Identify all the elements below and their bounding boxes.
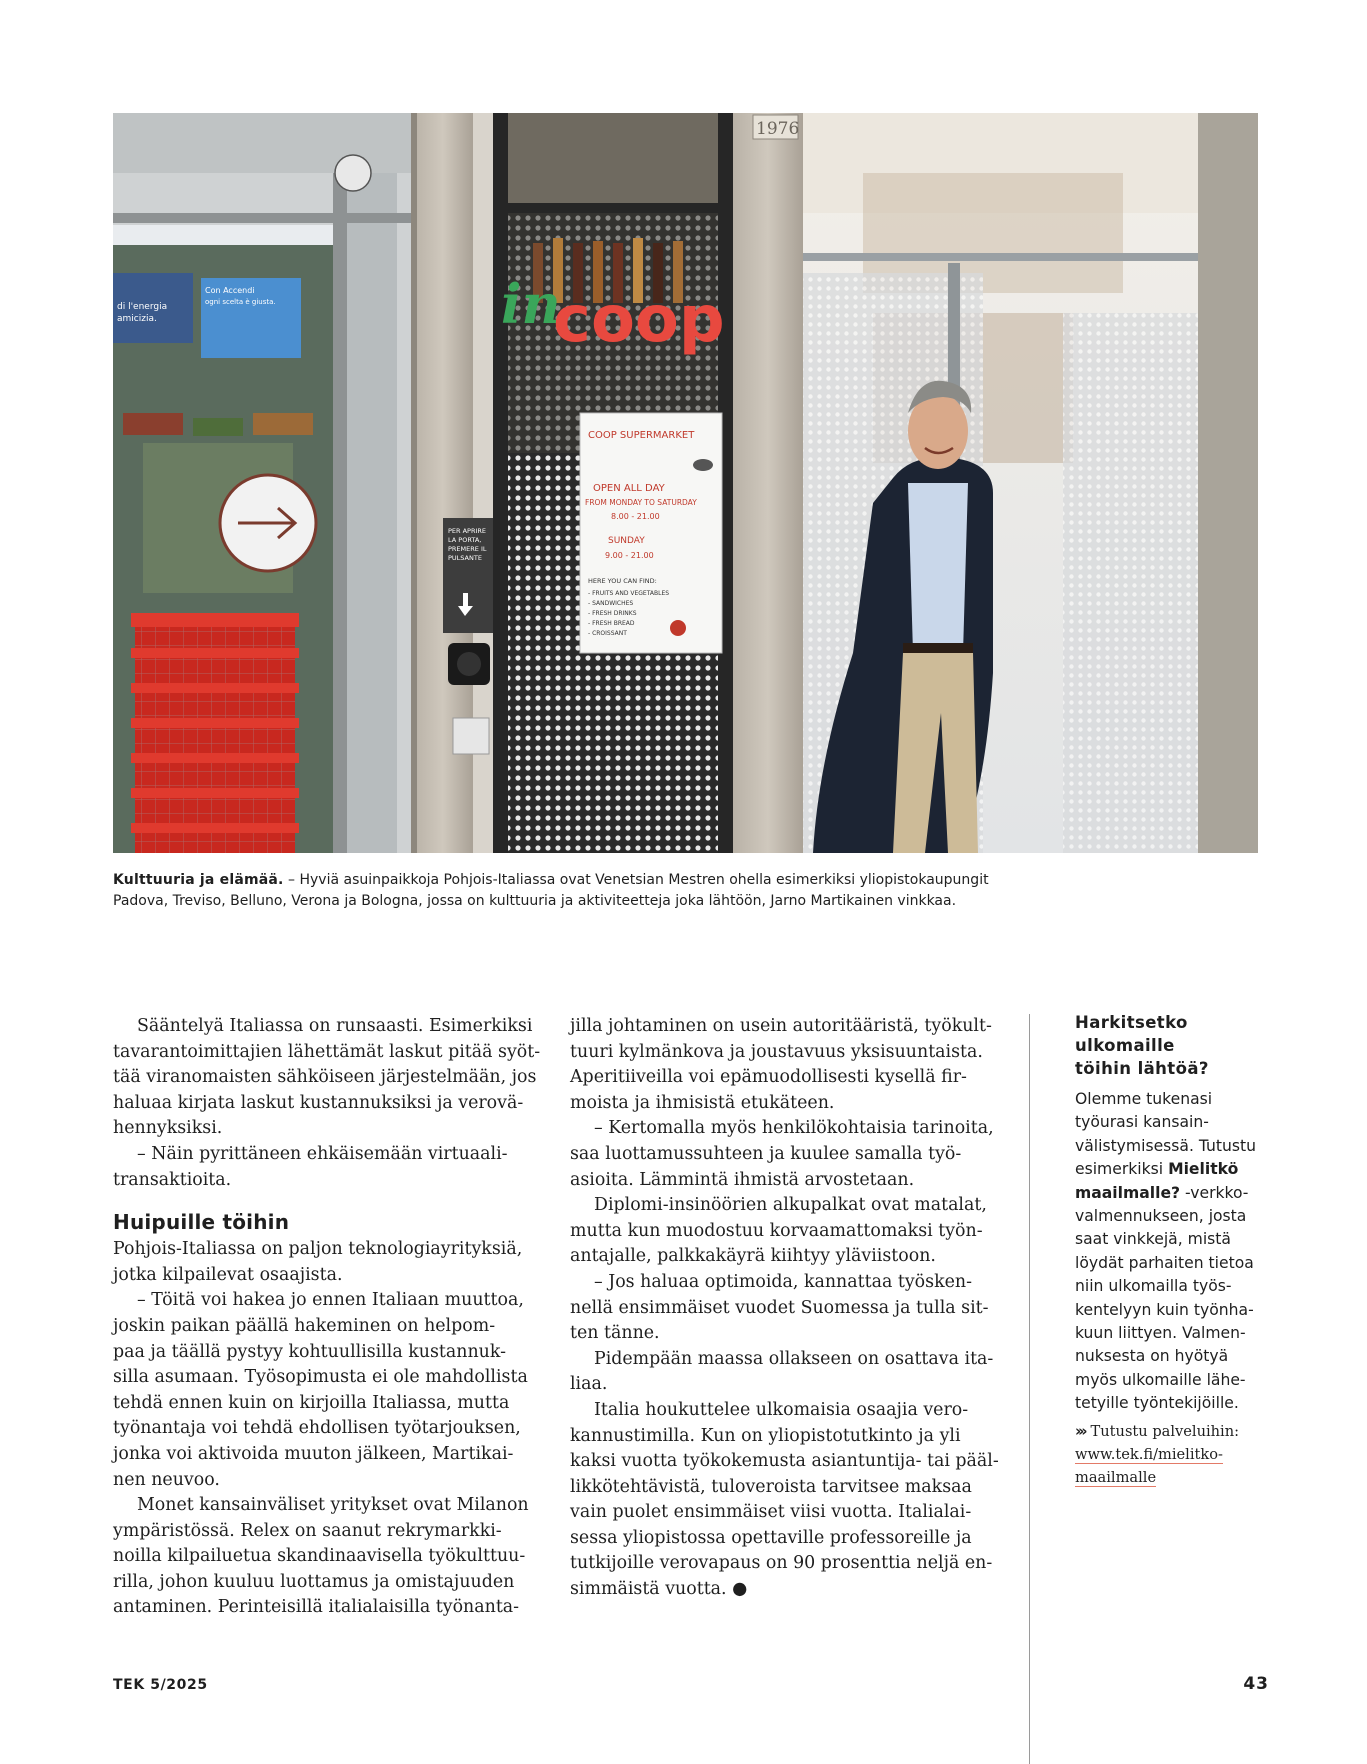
svg-text:- FRESH DRINKS: - FRESH DRINKS (588, 610, 637, 617)
paragraph: Monet kansainväliset yritykset ovat Milanon ympäristössä. Relex on saanut rekrymarkki- noilla kilpailuetua skandinaavisella työkulttuu- rilla, johon kuuluu luottamus ja omistajuuden antaminen. Perinteisillä italialaisilla työnanta- (113, 1495, 529, 1618)
article-column-2 (570, 1014, 1002, 1603)
page-number: 43 (1243, 1674, 1269, 1694)
svg-text:9.00 - 21.00: 9.00 - 21.00 (605, 551, 654, 560)
svg-text:- FRUITS AND VEGETABLES: - FRUITS AND VEGETABLES (588, 590, 670, 597)
poster-text-left-1: di l'energia (117, 302, 168, 312)
tek-link-line-2[interactable]: maailmalle (1075, 1468, 1157, 1486)
svg-text:- FRESH BREAD: - FRESH BREAD (588, 620, 635, 627)
paragraph: Sääntelyä Italiassa on runsaasti. Esimerkiksi tavarantoimittajien lähettämät laskut pitää syöt- tää viranomaisten sähköiseen järjestelmään, jos haluaa kirjata laskut kustannuksiksi ja verovä- hennyksiksi. (113, 1016, 541, 1139)
paragraph: – Näin pyrittäneen ehkäisemään virtuaali- transaktioita. (113, 1143, 508, 1190)
chevrons-right-icon: ››› (1075, 1421, 1085, 1440)
building-number: 1976 (756, 119, 800, 139)
paragraph: – Töitä voi hakea jo ennen Italiaan muuttoa, joskin paikan päällä hakeminen on helpom- paa ja täällä pystyy kohtuullisilla kustannuk- silla asumaan. Työsopimusta ei ole mahdollista tehdä ennen kuin on kirjoilla Italiassa, mutta työnantaja voi tehdä ehdollisen työtarjouksen, jonka voi aktivoida muuton jälkeen, Martikai- nen neuvoo. (113, 1290, 528, 1490)
poster-text-right-1: Con Accendi (205, 286, 255, 295)
svg-text:LA PORTA,: LA PORTA, (448, 536, 482, 544)
tek-service-link-cont[interactable] (1075, 1466, 1275, 1489)
paragraph: Pohjois-Italiassa on paljon teknologiayrityksiä, jotka kilpailevat osaajista. (113, 1239, 523, 1285)
sidebar-link-block: ››› Tutustu palveluihin: www.tek.fi/mielitko- maailmalle (1075, 1420, 1275, 1489)
coop-logo: coop (553, 283, 725, 357)
basket-stack (131, 613, 299, 853)
caption-line-1: Kulttuuria ja elämää. – Hyviä asuinpaikkoja Pohjois-Italiassa ovat Venetsian Mestren ohella esimerkiksi yliopistokaupungit (113, 872, 989, 888)
svg-text:PREMERE IL: PREMERE IL (448, 545, 487, 553)
tek-link-line-1[interactable]: www.tek.fi/mielitko- (1075, 1445, 1223, 1463)
paragraph: Pidempään maassa ollakseen on osattava ita- liaa. (570, 1348, 994, 1395)
storefront-illustration (113, 113, 1258, 853)
door-notice (443, 518, 493, 633)
svg-text:8.00 - 21.00: 8.00 - 21.00 (611, 512, 660, 521)
caption-lead: Kulttuuria ja elämää. (113, 872, 284, 888)
section-heading: Huipuille töihin (113, 1210, 290, 1235)
svg-text:- SANDWICHES: - SANDWICHES (588, 600, 634, 607)
svg-text:- CROISSANT: - CROISSANT (588, 630, 627, 637)
sidebar-heading: Harkitsetko ulkomaille töihin lähtöä? (1075, 1013, 1209, 1078)
svg-text:HERE YOU CAN FIND:: HERE YOU CAN FIND: (588, 577, 657, 585)
svg-text:COOP SUPERMARKET: COOP SUPERMARKET (588, 430, 695, 441)
svg-text:PULSANTE: PULSANTE (448, 554, 482, 562)
caption-line-2: Padova, Treviso, Belluno, Verona ja Bologna, jossa on kulttuuria ja aktiviteetteja joka lähtöön, Jarno Martikainen vinkkaa. (113, 893, 957, 909)
article-photo (113, 113, 1258, 853)
paragraph: Italia houkuttelee ulkomaisia osaajia vero- kannustimilla. Kun on yliopistotutkinto ja yli kaksi vuotta työkokemusta asiantuntija- tai pääl- likkötehtävistä, tuloveroista tarvitsee maksaa vain puolet ensimmäiset viisi vuotta. Italialai- sessa yliopistossa opettaville professoreille ja tutkijoille verovapaus on 90 prosenttia neljä en- simmäistä vuotta. ● (570, 1399, 999, 1600)
svg-text:FROM MONDAY TO SATURDAY: FROM MONDAY TO SATURDAY (585, 498, 697, 507)
svg-text:SUNDAY: SUNDAY (608, 536, 645, 546)
tek-service-link[interactable] (1075, 1443, 1275, 1466)
issue-label: TEK 5/2025 (113, 1677, 208, 1693)
end-mark-icon: ● (732, 1579, 748, 1600)
paragraph: – Kertomalla myös henkilökohtaisia tarinoita, saa luottamussuhteen ja kuulee samalla työ- asioita. Lämmintä ihmistä arvostetaan. (570, 1118, 994, 1190)
photo-caption (113, 870, 1113, 912)
poster-text-right-2: ogni scelta è giusta. (205, 298, 276, 306)
sidebar-box (1075, 1011, 1275, 1489)
paragraph: – Jos haluaa optimoida, kannattaa työsken- nellä ensimmäiset vuodet Suomessa ja tulla sit- ten tänne. (570, 1271, 989, 1344)
svg-text:PER APRIRE: PER APRIRE (448, 527, 487, 535)
sidebar-text: Olemme tukenasi työurasi kansain- välistymisessä. Tutustu esimerkiksi Mielitkö maailmalle? -verkko- valmennukseen, josta saat vinkkejä, mistä löydät parhaiten tietoa niin ulkomailla työs- kentelyyn kuin työnha- kuun liittyen. Valmen- nuksesta on hyötyä myös ulkomaille lähe- tetyille työntekijöille. (1075, 1090, 1257, 1413)
column-divider (1029, 1014, 1030, 1764)
paragraph: jilla johtaminen on usein autoritääristä, työkult- tuuri kylmänkova ja joustavuus yksisuuntaista. Aperitiiveilla voi epämuodollisesti kysellä fir- moista ja ihmisistä etukäteen. (570, 1016, 992, 1113)
poster-text-left-2: amicizia. (117, 314, 157, 324)
article-column-1 (113, 1014, 543, 1621)
handwritten-sign (580, 413, 722, 653)
coop-logo-script: in (501, 272, 561, 336)
svg-text:OPEN ALL DAY: OPEN ALL DAY (593, 483, 665, 494)
paragraph: Diplomi-insinöörien alkupalkat ovat matalat, mutta kun muodostuu korvaamattomaksi työn- antajalle, palkkakäyrä kiihtyy yläviistoon. (570, 1195, 987, 1267)
